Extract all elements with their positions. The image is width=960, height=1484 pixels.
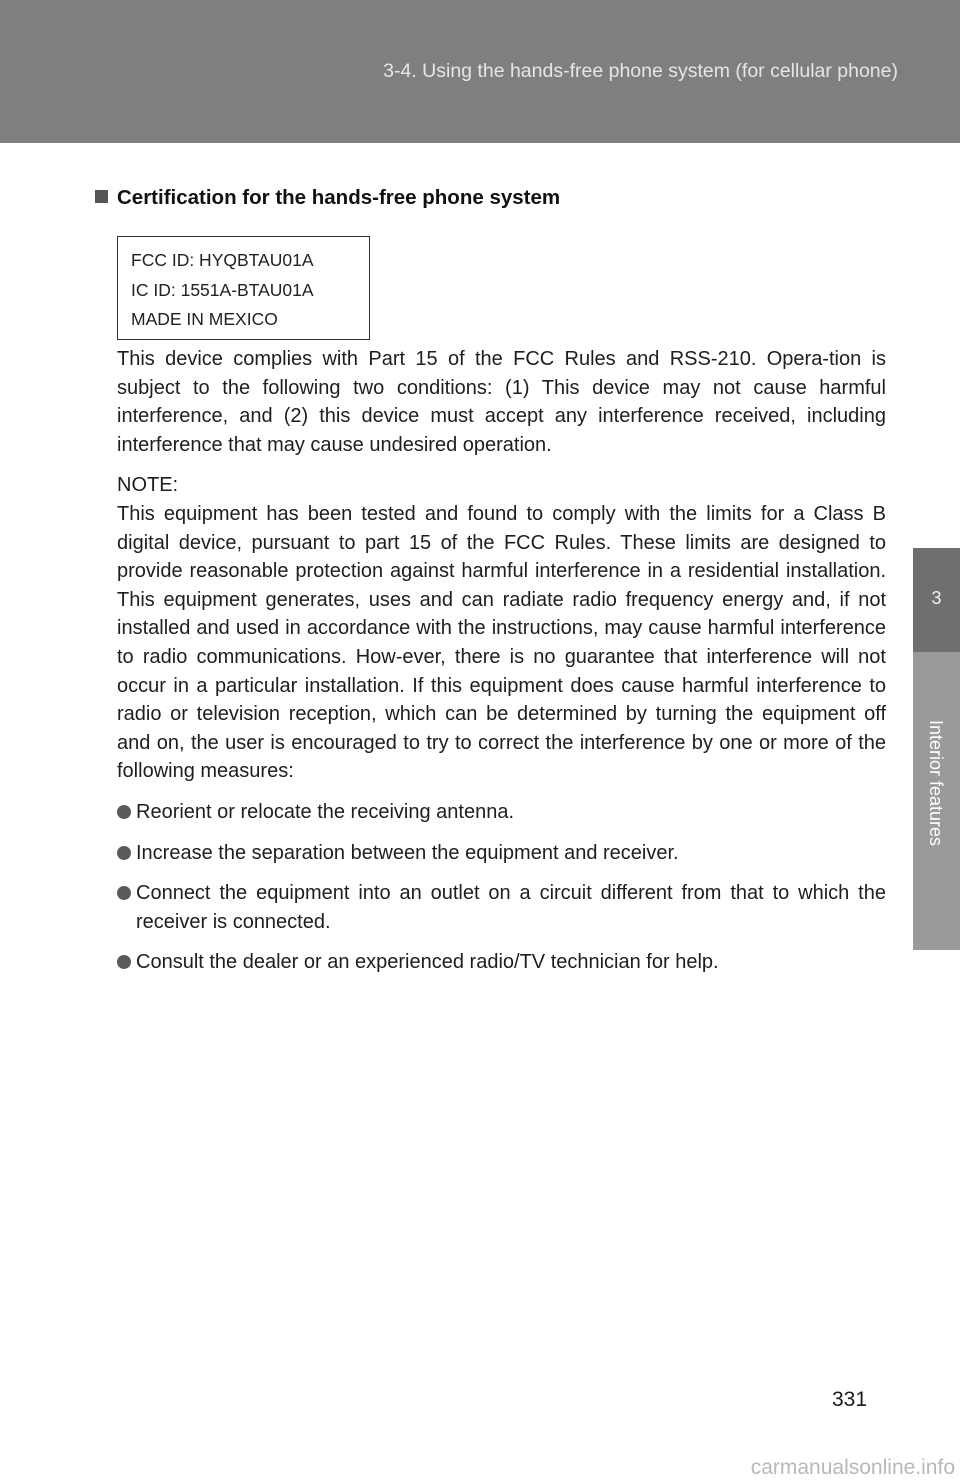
section-heading-text: Certification for the hands-free phone system [117, 186, 561, 209]
compliance-paragraph: This device complies with Part 15 of the FCC Rules and RSS-210. Opera-tion is subject to the following two conditions: (1) This device may not cause harmful interference, and (2) this device must accept any interference received, including interference that may cause undesired operation. [117, 348, 886, 456]
round-bullet-icon [117, 846, 131, 860]
list-item [117, 879, 886, 936]
list-item [117, 948, 886, 977]
note-paragraph [117, 471, 886, 786]
certification-box [117, 236, 370, 340]
list-item-text: Consult the dealer or an experienced radio/TV technician for help. [136, 951, 719, 974]
ic-id-line: IC ID: 1551A-BTAU01A [131, 279, 314, 300]
page-header-title: 3-4. Using the hands-free phone system (for cellular phone) [383, 60, 898, 82]
list-item-text: Reorient or relocate the receiving antenna. [136, 800, 515, 823]
chapter-label [925, 720, 946, 740]
watermark: carmanualsonline.info [750, 1456, 955, 1479]
round-bullet-icon [117, 886, 131, 900]
list-item [117, 839, 886, 868]
section-heading [95, 186, 560, 210]
fcc-id-line: FCC ID: HYQBTAU01A [131, 250, 314, 270]
note-text: This equipment has been tested and found to comply with the limits for a Class B digital device, pursuant to part 15 of the FCC Rules. These limits are designed to provide reasonable protection against harmful interference in a residential installation. This equipment generates, uses and can radiate radio frequency energy and, if not installed and used in accordance with the instructions, may cause harmful interference to radio communications. How-ever, there is no guarantee that interference will not occur in a particular installation. If this equipment does cause harmful interference to radio or television reception, which can be determined by turning the equipment off and on, the user is encouraged to try to correct the interference by one or more of the following measures: [117, 502, 886, 783]
chapter-number: 3 [931, 588, 942, 608]
list-item-text: Connect the equipment into an outlet on a circuit different from that to which the receiver is connected. [136, 882, 886, 933]
note-label: NOTE: [117, 474, 179, 497]
list-item-text: Increase the separation between the equipment and receiver. [136, 841, 679, 864]
main-content [117, 345, 886, 989]
square-bullet-icon [95, 190, 108, 203]
round-bullet-icon [117, 955, 131, 969]
round-bullet-icon [117, 805, 131, 819]
made-in-line: MADE IN MEXICO [131, 309, 278, 329]
list-item [117, 798, 886, 827]
page-number: 331 [832, 1388, 868, 1411]
